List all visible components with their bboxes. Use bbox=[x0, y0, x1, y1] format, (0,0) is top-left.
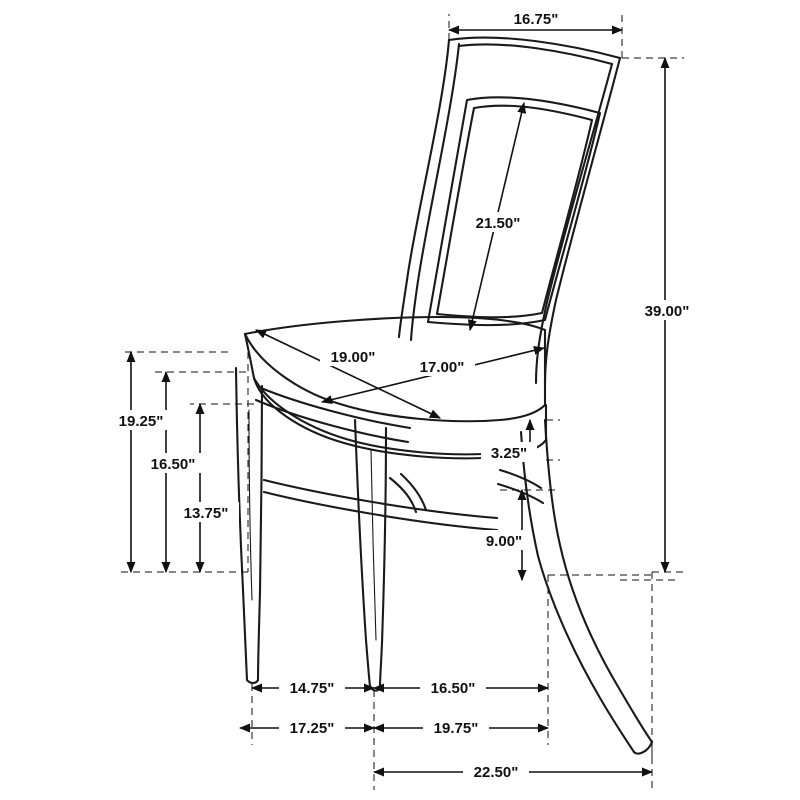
dimension-label: 3.25" bbox=[490, 445, 528, 462]
stretcher-lower-b bbox=[264, 492, 497, 530]
dimension-label: 22.50" bbox=[473, 764, 519, 781]
label-seat-depth-diagonal bbox=[320, 346, 386, 366]
dimension-label: 16.50" bbox=[150, 456, 196, 473]
label-back-top-width bbox=[503, 8, 569, 28]
extension-lines bbox=[120, 14, 684, 790]
stretcher-lower bbox=[264, 480, 497, 518]
leg-mid-left-inner bbox=[380, 428, 386, 687]
front-leg-left-outer bbox=[236, 368, 247, 680]
label-seat-back-edge-height bbox=[108, 410, 174, 430]
back-top-rail-inner bbox=[459, 44, 612, 64]
dimension-label: 19.75" bbox=[433, 720, 479, 737]
label-rear-base-depth bbox=[423, 717, 489, 737]
dimension-label: 19.00" bbox=[330, 349, 376, 366]
rear-leg-right-inner bbox=[521, 432, 634, 752]
label-seat-back-height bbox=[464, 212, 532, 232]
back-splat-panel bbox=[428, 97, 600, 325]
dimension-label: 13.75" bbox=[183, 505, 229, 522]
dimension-arrows bbox=[131, 30, 665, 772]
dimension-label: 17.00" bbox=[419, 359, 465, 376]
rear-leg-right-foot bbox=[634, 742, 652, 754]
label-front-leg-span bbox=[279, 677, 345, 697]
leg-shading-1 bbox=[249, 410, 252, 600]
leg-mid-left bbox=[355, 420, 370, 686]
front-leg-left-foot bbox=[247, 680, 258, 683]
leg-shading-2 bbox=[371, 450, 376, 640]
dimension-label: 21.50" bbox=[475, 215, 521, 232]
label-seat-height bbox=[140, 453, 206, 473]
dimension-label: 17.25" bbox=[289, 720, 335, 737]
chair-drawing bbox=[236, 38, 652, 754]
back-right-stile bbox=[545, 58, 620, 385]
dimension-label: 14.75" bbox=[289, 680, 335, 697]
label-lower-seat-height bbox=[173, 502, 239, 522]
label-seat-width bbox=[409, 356, 475, 376]
seat-apron-front bbox=[254, 378, 500, 454]
dimension-label: 19.25" bbox=[118, 413, 164, 430]
dimension-label: 39.00" bbox=[644, 303, 690, 320]
label-stretcher-height bbox=[478, 530, 530, 550]
stretcher-rear-b bbox=[498, 484, 543, 503]
label-rear-leg-span bbox=[420, 677, 486, 697]
front-leg-left-inner bbox=[258, 386, 262, 680]
label-overall-height bbox=[636, 300, 698, 320]
dimension-label: 16.75" bbox=[513, 11, 559, 28]
label-overall-depth bbox=[463, 761, 529, 781]
label-apron-height bbox=[481, 442, 537, 462]
back-right-stile-inner bbox=[536, 64, 612, 383]
dimension-labels bbox=[108, 8, 698, 781]
dimension-label: 16.50" bbox=[430, 680, 476, 697]
stretcher-rear bbox=[500, 470, 541, 488]
label-front-base-depth bbox=[279, 717, 345, 737]
dimension-label: 9.00" bbox=[485, 533, 523, 550]
